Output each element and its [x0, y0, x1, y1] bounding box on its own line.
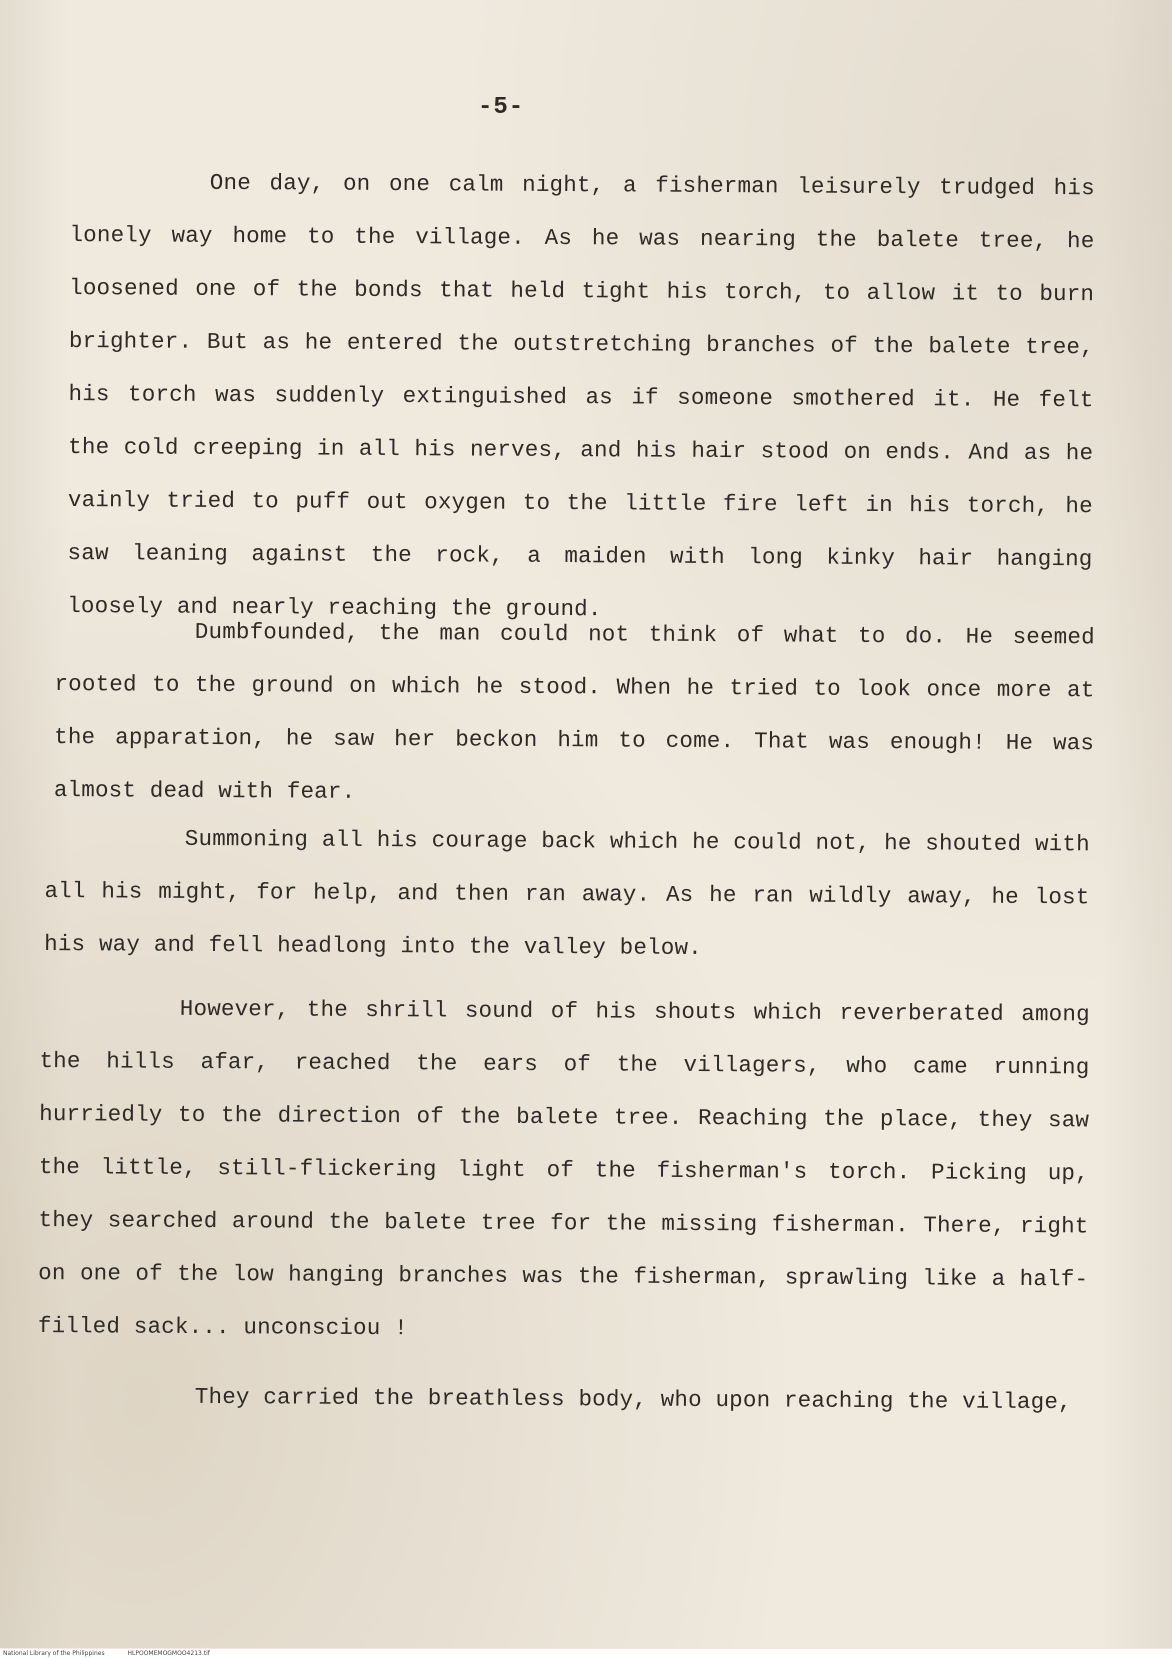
- paragraph-text: One day, on one calm night, a fisherman leisurely trudged his lonely way home to the village. As he was nearing the balete tree, he loosened one of the bonds that held tight his torch, to allow it to burn brighter. But as he entered the outstretching branches of the balete tree, his torch was suddenly extinguished as if someone smothered it. He felt the cold creeping in all his nerves, and his hair stood on ends. And as he vainly tried to puff out oxygen to the little fire left in his torch, he saw leaning against the rock, a maiden with long kinky hair hanging loosely and nearly reaching the ground.: [67, 169, 1095, 623]
- paragraph-dumbfounded: [54, 605, 1095, 823]
- paragraph-text: However, the shrill sound of his shouts which reverberated among the hills afar, reached the ears of the villagers, who came running hurriedly to the direction of the balete tree. Reaching the place, they saw the little, still-flickering light of the fisherman's torch. Picking up, they searched around the balete tree for the missing fisherman. There, right on one of the low hanging branches was the fisherman, sprawling like a half-filled sack... unconsciou !: [37, 995, 1090, 1342]
- page-number: -5-: [478, 94, 525, 121]
- paragraph-text: They carried the breathless body, who upon reaching the village,: [194, 1383, 1072, 1416]
- paragraph-carried-body: [55, 1370, 1095, 1429]
- footer-library-name: National Library of the Philippines: [3, 1650, 105, 1657]
- paragraph-summoning-courage: [44, 812, 1090, 977]
- paragraph-indent: [55, 637, 195, 638]
- paragraph-indent: [70, 188, 210, 189]
- paragraph-indent: [55, 1402, 195, 1403]
- paragraph-indent: [45, 844, 185, 845]
- paragraph-villagers-search: [38, 982, 1090, 1359]
- scan-footer: [0, 1649, 1172, 1658]
- paragraph-indent: [40, 1014, 180, 1015]
- footer-file-name: HLPOOMEMOGMOO4213.tif: [127, 1650, 210, 1657]
- paragraph-text: Summoning all his courage back which he could not, he shouted with all his might, for help, and then ran away. As he ran wildly away, he lost his way and fell headlong into the valley below.: [44, 825, 1090, 962]
- paragraph-fisherman-night: [67, 156, 1095, 639]
- paragraph-text: Dumbfounded, the man could not think of what to do. He seemed rooted to the ground on which he stood. When he tried to look once more at the apparation, he saw her beckon him to come. That was enough! He was almost dead with fear.: [53, 618, 1095, 805]
